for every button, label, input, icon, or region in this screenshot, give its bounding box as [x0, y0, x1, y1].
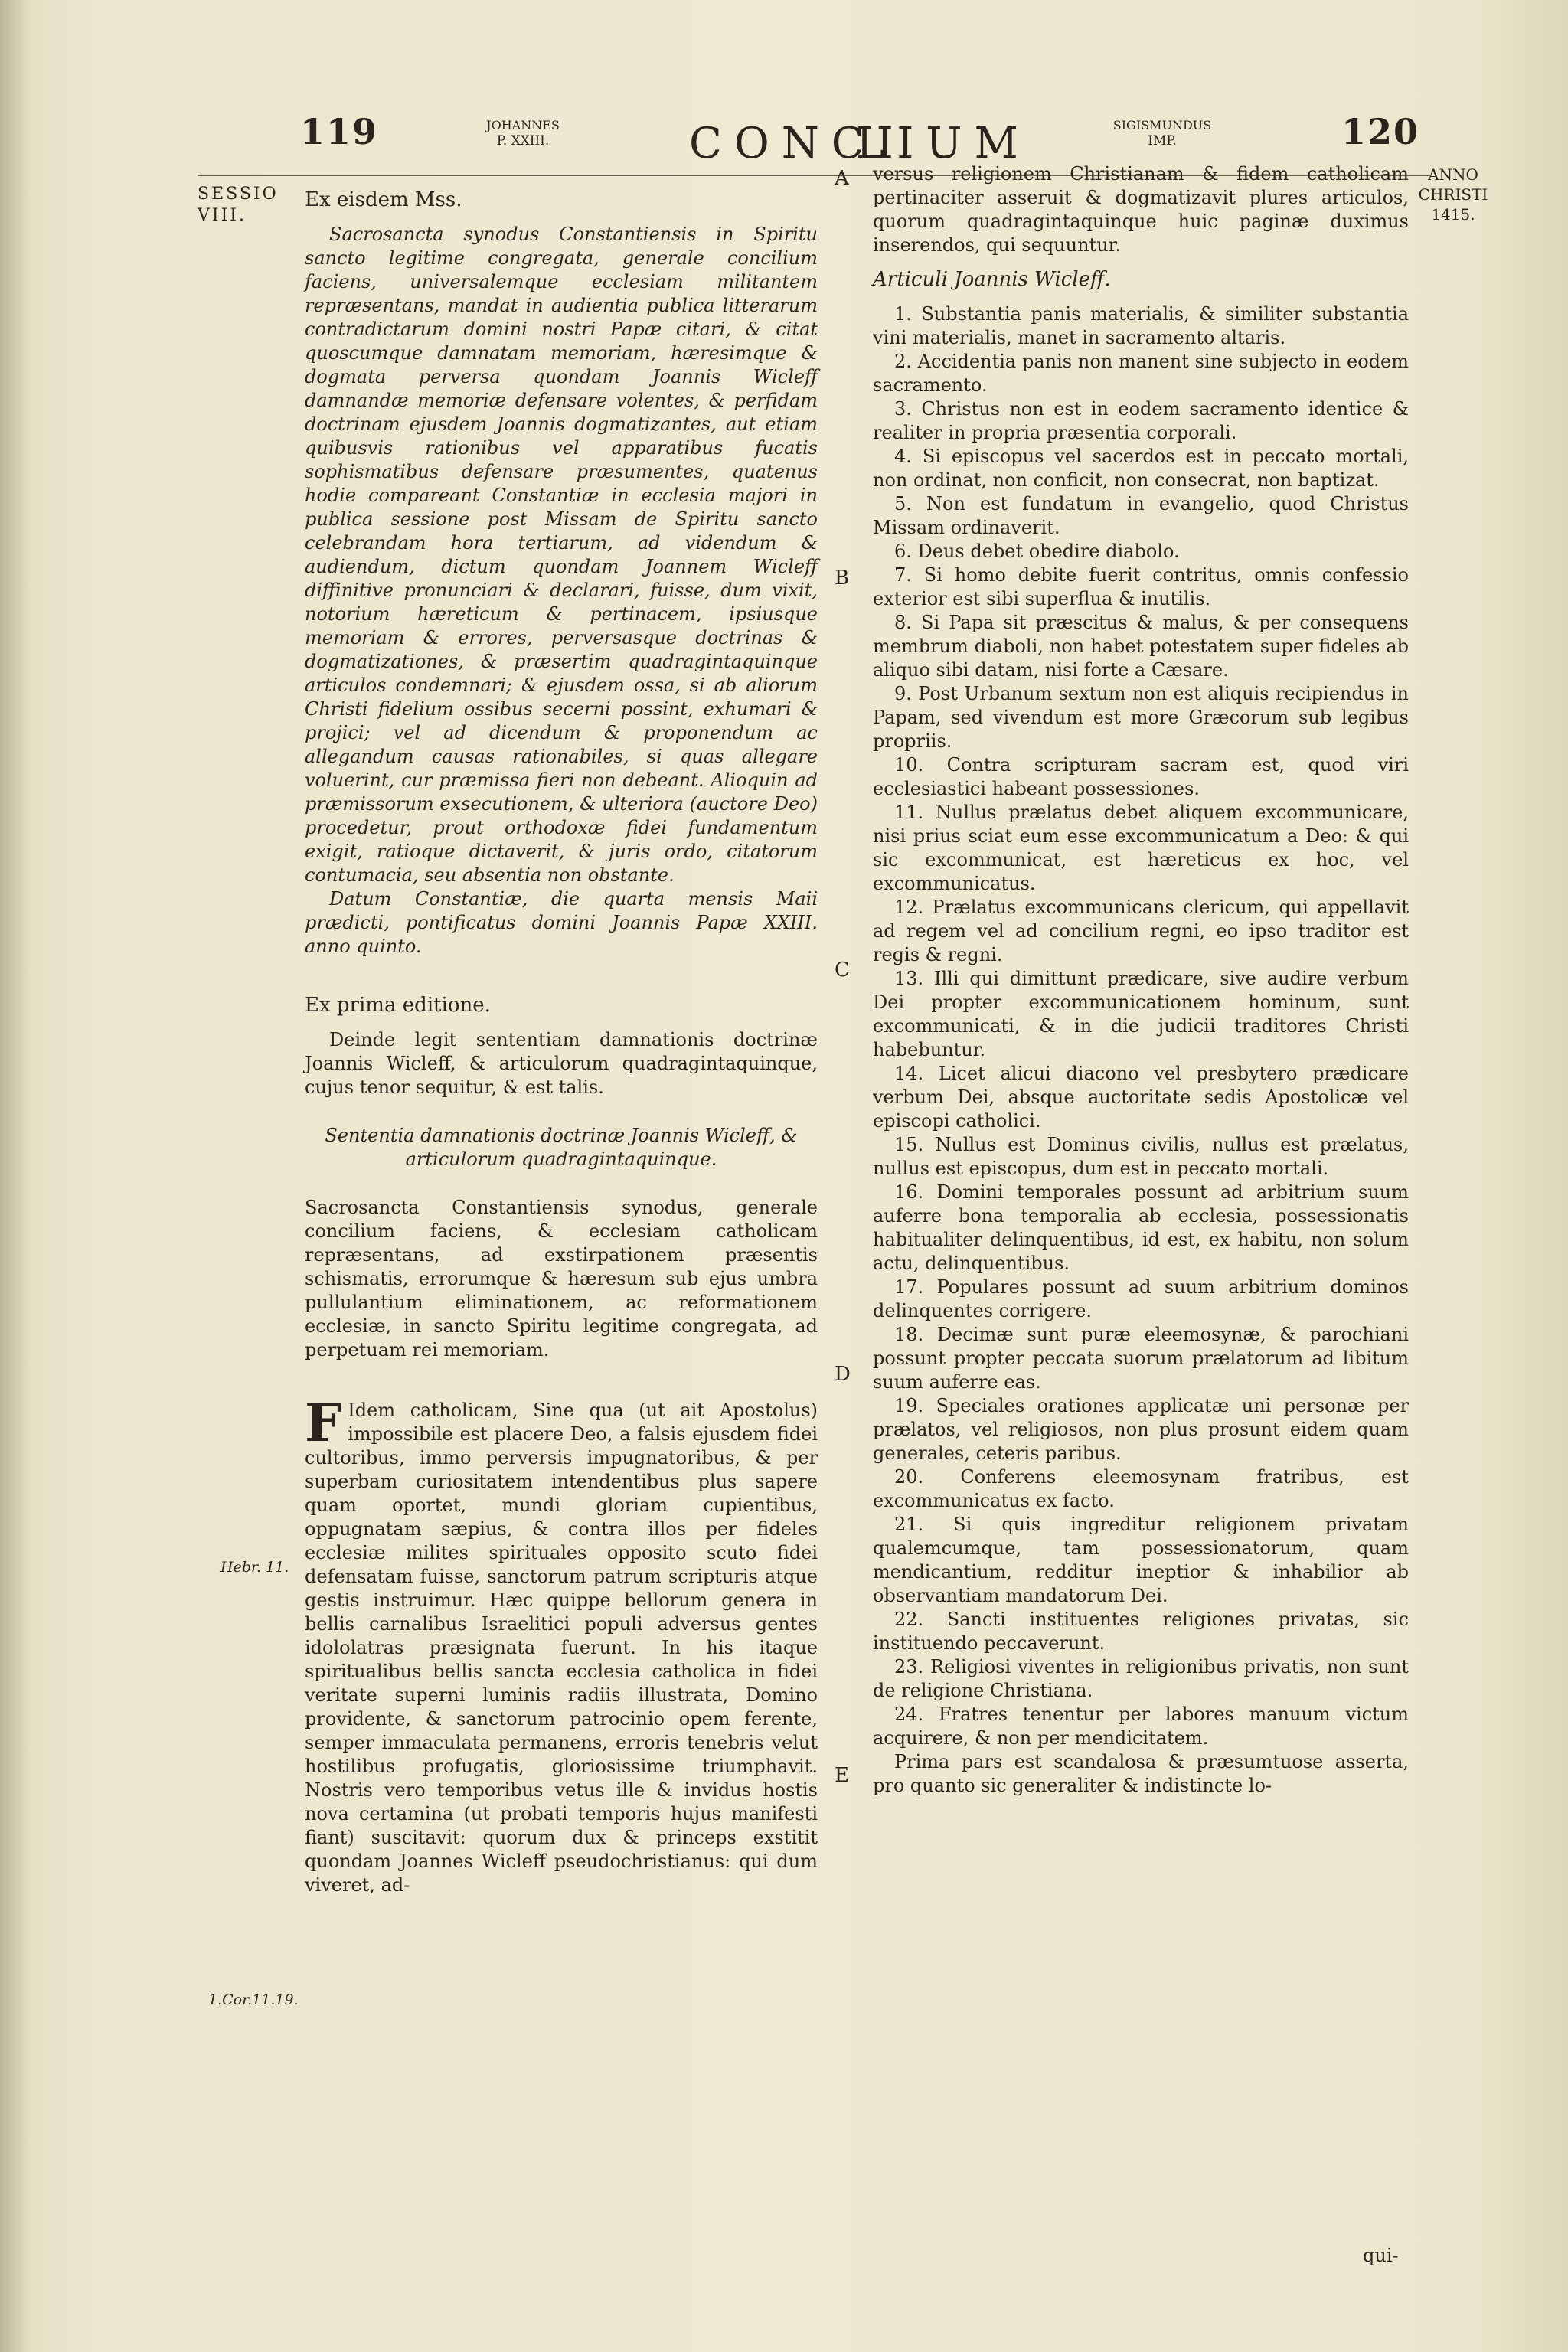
heading-articuli: Articuli Joannis Wicleff.: [873, 268, 1111, 291]
heading-ex-eisdem: Ex eisdem Mss.: [305, 188, 462, 211]
margin-anno-year: 1415.: [1431, 205, 1475, 224]
article-item: 2. Accidentia panis non manent sine subjecto in eodem sacramento.: [873, 351, 1409, 396]
paragraph-deinde: Deinde legit sententiam damnationis doctrinæ Joannis Wicleff, & articulorum quadragintaquinque, cujus tenor sequitur, & est talis.: [305, 1029, 818, 1098]
article-item: 3. Christus non est in eodem sacramento identice & realiter in propria præsentia corporali.: [873, 398, 1409, 443]
article-item: 21. Si quis ingreditur religionem privatam qualemcumque, tam possessionatorum, quam mendicantium, redditur ineptior & inhabilior ab observantiam mandatorum Dei.: [873, 1514, 1409, 1606]
catchword: qui-: [1363, 2245, 1399, 2266]
article-item: 16. Domini temporales possunt ad arbitrium suum auferre bona temporalia ab ecclesia, possessionatis habitualiter delinquentibus, id est, ex habitu, non solum actu, delinquentibus.: [873, 1181, 1409, 1274]
article-item: 18. Decimæ sunt puræ eleemosynæ, & parochiani possunt propter peccata suorum prælatorum ad libitum suum auferre eas.: [873, 1324, 1409, 1393]
margin-anno-label: ANNO: [1428, 165, 1478, 184]
article-item: 13. Illi qui dimittunt prædicare, sive audire verbum Dei propter excommunicationem hominum, sunt excommunicati, & in die judicii traditores Christi habebuntur.: [873, 968, 1409, 1060]
article-item: 6. Deus debet obedire diabolo.: [894, 541, 1180, 562]
header-pope-name: JOHANNES: [486, 118, 560, 132]
sententia-heading: Sententia damnationis doctrinæ Joannis Wicleff, & articulorum quadragintaquinque.: [325, 1125, 798, 1170]
article-item: 10. Contra scripturam sacram est, quod viri ecclesiastici habeant possessiones.: [873, 754, 1409, 799]
header-emperor-name: SIGISMUNDUS: [1112, 118, 1212, 132]
article-item: 8. Si Papa sit præscitus & malus, & per consequens membrum diaboli, non habet potestatem super fideles ab aliquo sibi datam, nisi forte a Cæsare.: [873, 612, 1409, 681]
article-item: 17. Populares possunt ad suum arbitrium dominos delinquentes corrigere.: [873, 1276, 1409, 1321]
header-pope-number: P. XXIII.: [496, 133, 550, 149]
header-pope: [466, 117, 580, 149]
citation-decree: Sacrosancta synodus Constantiensis in Spiritu sancto legitime congregata, generale concilium faciens, universalemque ecclesiam militantem repræsentans, mandat in audientia publica litterarum contradictarum domini nostri Papæ citari, & citat quoscumque damnatam memoriam, hæresimque & dogmata perversa quondam Joannis Wicleff damnandæ memoriæ defensare volentes, & perfidam doctrinam ejusdem Joannis dogmatizantes, aut etiam quibusvis rationibus vel apparatibus fucatis sophismatibus defensare præsumentes, quatenus hodie compareant Constantiæ in ecclesia majori in publica sessione post Missam de Spiritu sancto celebrandam hora tertiarum, ad videndum & audiendum, dictum quondam Joannem Wicleff diffinitive pronunciari & declarari, fuisse, dum vixit, notorium hæreticum & pertinacem, ipsiusque memoriam & errores, perversasque doctrinas & dogmatizationes, & præsertim quadragintaquinque articulos condemnari; & ejusdem ossa, si ab aliorum Christi fidelium ossibus secerni possint, exhumari & projici; vel ad dicendum & proponendum ac allegandum causas rationabiles, si quas allegare voluerint, cur præmissa fieri non debeant. Alioquin ad præmissorum exsecutionem, & ulteriora (auctore Deo) procedetur, prout orthodoxæ fidei fundamentum exigit, ratioque dictaverit, & juris ordo, citatorum contumacia, seu absentia non obstante.: [305, 224, 818, 886]
article-item: 7. Si homo debite fuerit contritus, omnis confessio exterior est sibi superflua & inutilis.: [873, 564, 1409, 609]
paragraph-versus: versus religionem Christianam & fidem catholicam pertinaciter asseruit & dogmatizavit plures articulos, quorum quadragintaquinque huic paginæ duximus inserendos, qui sequuntur.: [873, 163, 1409, 256]
paragraph-prima-pars: Prima pars est scandalosa & præsumtuose asserta, pro quanto sic generaliter & indistincte lo-: [873, 1751, 1409, 1796]
margin-anno-christi: CHRISTI: [1418, 185, 1488, 204]
article-item: 19. Speciales orationes applicatæ uni personæ per prælatos, vel religiosos, non plus prosunt eidem quam generales, ceteris paribus.: [873, 1395, 1409, 1464]
article-item: 1. Substantia panis materialis, & similiter substantia vini materialis, manet in sacramento altaris.: [873, 303, 1409, 348]
article-item: 11. Nullus prælatus debet aliquem excommunicare, nisi prius sciat eum esse excommunicatum a Deo: & qui sic excommunicat, est hæreticus ex hoc, vel excommunicatus.: [873, 802, 1409, 894]
margin-note-hebrews: Hebr. 11.: [220, 1559, 289, 1576]
drop-cap: F: [305, 1393, 342, 1454]
section-letter-b: B: [835, 567, 850, 590]
section-letter-d: D: [835, 1363, 851, 1386]
article-item: 12. Prælatus excommunicans clericum, qui appellavit ad regem vel ad concilium regni, eo ipso traditor est regis & regni.: [873, 897, 1409, 965]
paragraph-sacrosancta: Sacrosancta Constantiensis synodus, generale concilium faciens, & ecclesiam catholicam repræsentans, ad exstirpationem præsentis schismatis, errorumque & hæresum sub ejus umbra pullulantium eliminationem, ac reformationem ecclesiæ, in sancto Spiritu legitime congregata, ad perpetuam rei memoriam.: [305, 1197, 818, 1361]
article-item: 22. Sancti instituentes religiones privatas, sic instituendo peccaverunt.: [873, 1609, 1409, 1654]
article-item: 4. Si episcopus vel sacerdos est in peccato mortali, non ordinat, non conficit, non consecrat, non baptizat.: [873, 446, 1409, 491]
page-number-left: 119: [300, 111, 379, 152]
datum-line: Datum Constantiæ, die quarta mensis Maii prædicti, pontificatus domini Joannis Papæ XXIII. anno quinto.: [305, 888, 818, 957]
running-title-left: CONCI: [689, 119, 906, 168]
left-column: [305, 178, 818, 1897]
running-title-right: LIUM: [856, 119, 1031, 168]
article-item: 15. Nullus est Dominus civilis, nullus est prælatus, nullus est episcopus, dum est in peccato mortali.: [873, 1134, 1409, 1179]
article-item: 14. Licet alicui diacono vel presbytero prædicare verbum Dei, absque auctoritate sedis Apostolicæ vel episcopi catholici.: [873, 1063, 1409, 1132]
article-item: 5. Non est fundatum in evangelio, quod Christus Missam ordinaverit.: [873, 493, 1409, 538]
section-letter-c: C: [835, 959, 850, 982]
article-item: 20. Conferens eleemosynam fratribus, est excommunicatus ex facto.: [873, 1466, 1409, 1511]
right-column: [873, 162, 1409, 1798]
paragraph-fidem: [305, 1393, 818, 1897]
heading-ex-prima-editione: Ex prima editione.: [305, 994, 491, 1017]
margin-session-label: SESSIO: [198, 185, 279, 204]
margin-note-corinthians: 1.Cor.11.19.: [208, 1991, 299, 2008]
margin-session: [198, 184, 279, 227]
margin-session-number: VIII.: [198, 206, 247, 225]
paragraph-fidem-text: Idem catholicam, Sine qua (ut ait Apostolus) impossibile est placere Deo, a falsis ejusdem fidei cultoribus, immo perversis impugnatoribus, & per superbam curiositatem intendentibus plus sapere quam oportet, mundi gloriam cupientibus, oppugnatam sæpius, & contra illos per fideles ecclesiæ milites spirituales opposito scuto fidei defensatam fuisse, sanctorum patrum scripturis atque gestis instruimur. Hæc quippe bellorum genera in bellis carnalibus Israelitici populi adversus gentes idololatras præsignata fuerunt. In his itaque spiritualibus bellis sancta ecclesia catholica in fidei veritate superni luminis radiis illustrata, Domino providente, & sanctorum patrocinio opem ferente, semper immaculata permanens, erroris tenebris velut hostilibus profugatis, gloriosissime triumphavit. Nostris vero temporibus vetus ille & invidus hostis nova certamina (ut probati temporis hujus manifesti fiant) suscitavit: quorum dux & princeps exstitit quondam Joannes Wicleff pseudochristianus: qui dum viveret, ad-: [305, 1400, 818, 1896]
section-letter-e: E: [835, 1764, 849, 1787]
header-emperor-title: IMP.: [1148, 133, 1177, 149]
header-emperor: [1086, 117, 1239, 149]
margin-anno: [1407, 165, 1499, 224]
article-item: 24. Fratres tenentur per labores manuum victum acquirere, & non per mendicitatem.: [873, 1704, 1409, 1749]
page-number-right: 120: [1341, 111, 1420, 152]
gutter-shadow: [0, 0, 31, 2352]
article-item: 9. Post Urbanum sextum non est aliquis recipiendus in Papam, sed vivendum est more Græcorum sub legibus propriis.: [873, 683, 1409, 752]
article-item: 23. Religiosi viventes in religionibus privatis, non sunt de religione Christiana.: [873, 1656, 1409, 1701]
page-header: [0, 111, 1568, 168]
section-letter-a: A: [835, 167, 849, 190]
